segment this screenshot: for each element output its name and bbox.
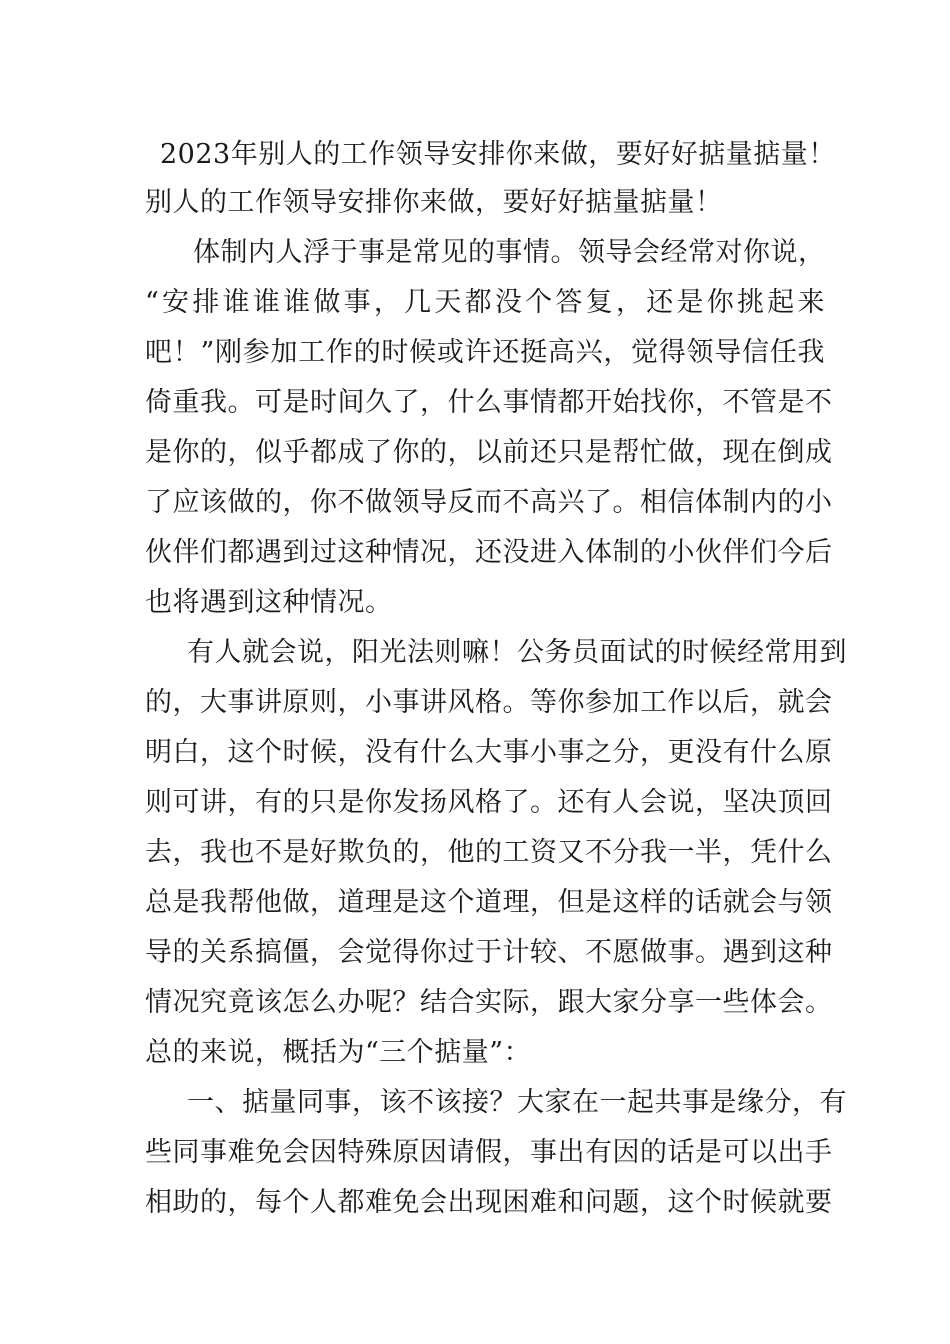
paragraph-line: 一、掂量同事，该不该接？大家在一起共事是缘分，有 <box>187 1087 847 1118</box>
paragraph-line: 导的关系搞僵，会觉得你过于计较、不愿做事。遇到这种 <box>145 937 833 968</box>
paragraph-line: 倚重我。可是时间久了，什么事情都开始找你，不管是不 <box>145 387 833 418</box>
paragraph-line: 情况究竟该怎么办呢？结合实际，跟大家分享一些体会。 <box>145 987 833 1018</box>
paragraph-line: 伙伴们都遇到过这种情况，还没进入体制的小伙伴们今后 <box>145 537 833 568</box>
paragraph-line: “安排谁谁谁做事，几天都没个答复，还是你挑起来 <box>145 287 825 318</box>
paragraph-line: 了应该做的，你不做领导反而不高兴了。相信体制内的小 <box>145 487 833 518</box>
paragraph-line: 是你的，似乎都成了你的，以前还只是帮忙做，现在倒成 <box>145 437 833 468</box>
paragraph-line: 则可讲，有的只是你发扬风格了。还有人会说，坚决顶回 <box>145 787 833 818</box>
paragraph-line: 相助的，每个人都难免会出现困难和问题，这个时候就要 <box>145 1187 833 1218</box>
document-subtitle: 别人的工作领导安排你来做，要好好掂量掂量！ <box>145 187 723 218</box>
paragraph-line: 吧！”刚参加工作的时候或许还挺高兴，觉得领导信任我 <box>145 337 825 368</box>
paragraph-line: 也将遇到这种情况。 <box>145 587 393 618</box>
paragraph-line: 有人就会说，阳光法则嘛！公务员面试的时候经常用到 <box>187 637 847 668</box>
document-title: 2023年别人的工作领导安排你来做，要好好掂量掂量！ <box>160 139 836 170</box>
paragraph-line: 总的来说，概括为“三个掂量”： <box>145 1037 532 1068</box>
paragraph-line: 去，我也不是好欺负的，他的工资又不分我一半，凭什么 <box>145 837 833 868</box>
paragraph-line: 的，大事讲原则，小事讲风格。等你参加工作以后，就会 <box>145 687 833 718</box>
paragraph-line: 体制内人浮于事是常见的事情。领导会经常对你说， <box>193 237 826 268</box>
paragraph-line: 总是我帮他做，道理是这个道理，但是这样的话就会与领 <box>145 887 833 918</box>
paragraph-line: 些同事难免会因特殊原因请假，事出有因的话是可以出手 <box>145 1137 833 1168</box>
paragraph-line: 明白，这个时候，没有什么大事小事之分，更没有什么原 <box>145 737 833 768</box>
